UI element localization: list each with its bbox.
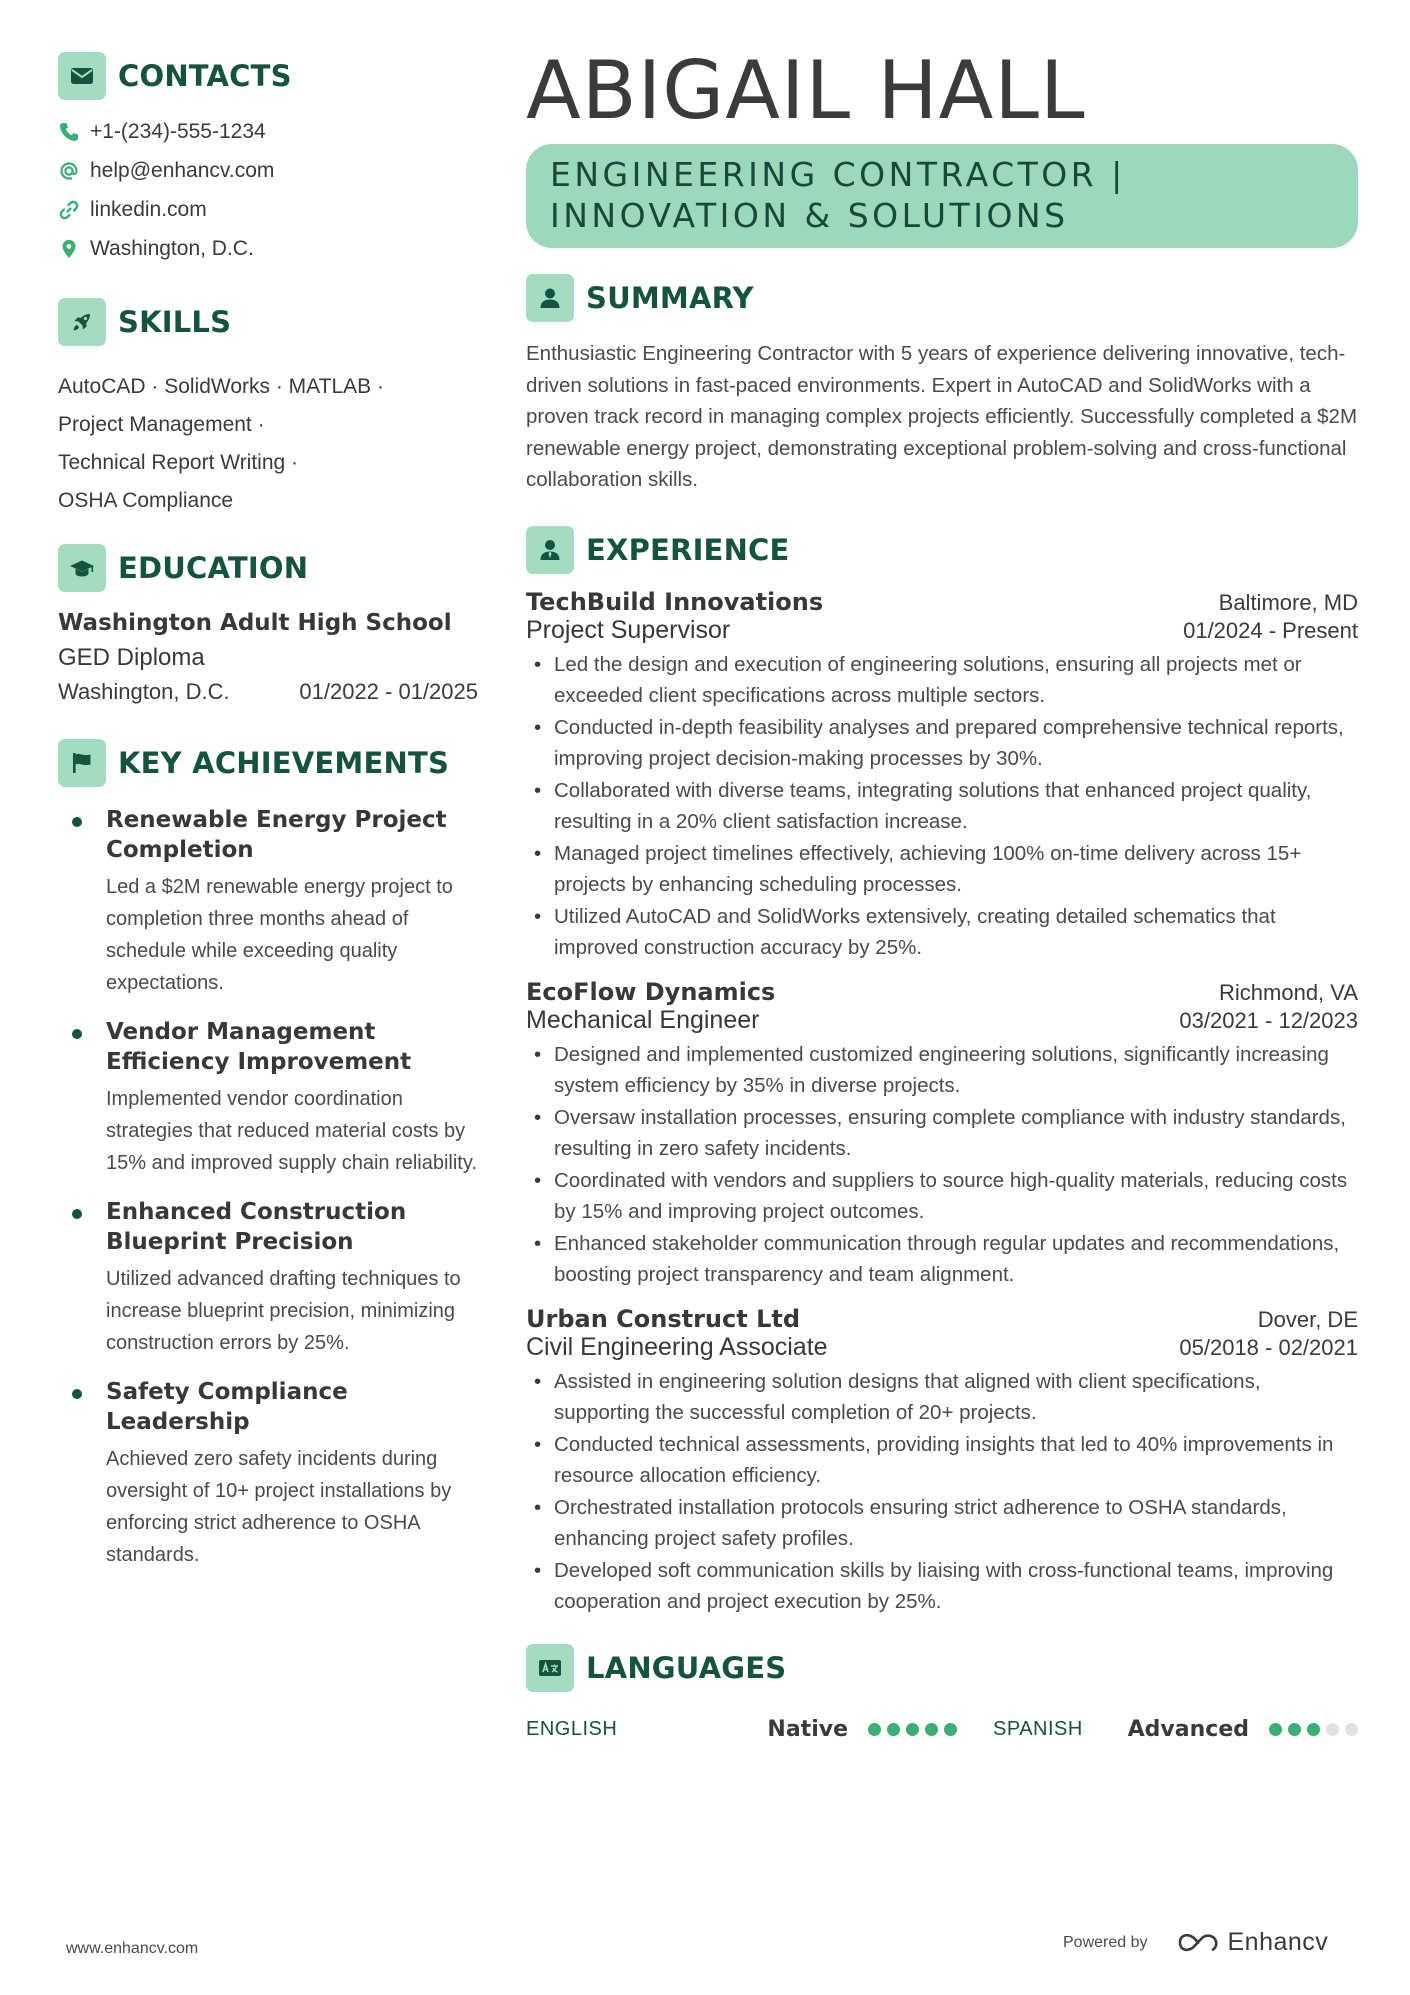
summary-header <box>526 274 1358 322</box>
skills-list <box>58 368 478 520</box>
job-company: EcoFlow Dynamics <box>526 977 776 1006</box>
rating-dots <box>862 1723 957 1736</box>
contacts-title: CONTACTS <box>118 59 292 93</box>
job-bullet: • Collaborated with diverse teams, integrating solutions that enhanced project quality, resulting in a 20% client satisfaction increase. <box>526 775 1358 838</box>
achievement-desc: Led a $2M renewable energy project to completion three months ahead of schedule while exceeding quality expectations. <box>106 876 453 994</box>
contact-email[interactable] <box>58 151 478 190</box>
rating-dot-filled <box>944 1723 957 1736</box>
location-pin-icon <box>58 238 80 260</box>
rating-dot-filled <box>887 1723 900 1736</box>
education-school: Washington Adult High School <box>58 610 452 636</box>
envelope-icon <box>58 52 106 100</box>
skills-title: SKILLS <box>118 305 232 339</box>
contact-location <box>58 229 478 268</box>
job-bullet: • Conducted technical assessments, providing insights that led to 40% improvements in resource allocation efficiency. <box>526 1429 1358 1492</box>
achievements-title: KEY ACHIEVEMENTS <box>118 746 450 780</box>
job-bullet: • Assisted in engineering solution designs that aligned with client specifications, supporting the successful completion of 20+ projects. <box>526 1366 1358 1429</box>
footer-website[interactable]: www.enhancv.com <box>66 1940 199 1957</box>
contacts-header <box>58 52 478 100</box>
experience-header <box>526 526 1358 574</box>
link-icon <box>58 199 80 221</box>
contacts-list <box>58 112 478 268</box>
contact-location-text: Washington, D.C. <box>90 236 254 260</box>
rating-dot-filled <box>1269 1723 1282 1736</box>
job-dates: 03/2021 - 12/2023 <box>1179 1007 1358 1033</box>
job-bullet: • Coordinated with vendors and suppliers to source high-quality materials, reducing costs by 15% and improving project outcomes. <box>526 1165 1358 1228</box>
job-company: TechBuild Innovations <box>526 587 824 616</box>
skills-header <box>58 298 478 346</box>
rating-dot-filled <box>906 1723 919 1736</box>
summary-title: SUMMARY <box>586 281 754 315</box>
enhancv-logo-icon <box>1174 1930 1222 1956</box>
job-bullet: • Orchestrated installation protocols ensuring strict adherence to OSHA standards, enhancing project safety profiles. <box>526 1492 1358 1555</box>
job-dates: 05/2018 - 02/2021 <box>1179 1334 1358 1360</box>
achievement-title: Vendor Management Efficiency Improvement <box>106 1019 412 1075</box>
main-column <box>526 46 1358 1746</box>
achievement-item <box>58 805 478 999</box>
language-name: ENGLISH <box>526 1718 618 1740</box>
job-role: Project Supervisor <box>526 615 731 644</box>
job-bullet: • Designed and implemented customized engineering solutions, significantly increasing system efficiency by 35% in diverse projects. <box>526 1039 1358 1102</box>
job-bullet: • Oversaw installation processes, ensuring complete compliance with industry standards, resulting in zero safety incidents. <box>526 1102 1358 1165</box>
footer-branding <box>1063 1928 1328 1957</box>
job-role-row <box>526 1333 1358 1362</box>
education-header <box>58 544 478 592</box>
contact-email-text: help@enhancv.com <box>90 158 275 182</box>
job-entry <box>526 588 1358 964</box>
job-bullets <box>526 1366 1358 1618</box>
language-name: SPANISH <box>993 1718 1083 1740</box>
job-entry <box>526 978 1358 1291</box>
phone-icon <box>58 121 80 143</box>
achievement-title: Enhanced Construction Blueprint Precision <box>106 1199 407 1255</box>
rating-dots <box>1263 1723 1358 1736</box>
job-company: Urban Construct Ltd <box>526 1304 801 1333</box>
language-item <box>526 1718 746 1741</box>
language-proficiency <box>746 1717 957 1742</box>
achievement-desc: Achieved zero safety incidents during oversight of 10+ project installations by enforcing strict adherence to OSHA standards. <box>106 1448 452 1566</box>
achievement-title: Renewable Energy Project Completion <box>106 807 447 863</box>
education-title: EDUCATION <box>118 551 309 585</box>
job-entry <box>526 1305 1358 1618</box>
contact-linkedin[interactable] <box>58 190 478 229</box>
language-level: Advanced <box>1127 1717 1249 1742</box>
skills-line: Technical Report Writing · <box>58 451 299 474</box>
at-icon <box>58 160 80 182</box>
education-degree: GED Diploma <box>58 644 205 671</box>
job-title-line: ENGINEERING CONTRACTOR | <box>550 155 1126 194</box>
flag-icon <box>58 739 106 787</box>
skills-line: AutoCAD · SolidWorks · MATLAB · <box>58 375 384 398</box>
education-meta <box>58 679 478 705</box>
job-title-line: INNOVATION & SOLUTIONS <box>550 196 1069 235</box>
job-location: Baltimore, MD <box>1218 589 1358 615</box>
job-location: Dover, DE <box>1257 1306 1358 1332</box>
sidebar <box>58 52 478 1571</box>
candidate-name: ABIGAIL HALL <box>526 44 1086 137</box>
achievement-item <box>58 1197 478 1359</box>
job-bullet: • Conducted in-depth feasibility analyses and prepared comprehensive technical reports, improving project decision-making processes by 30%. <box>526 712 1358 775</box>
skills-line: OSHA Compliance <box>58 489 234 512</box>
achievement-desc: Implemented vendor coordination strategies that reduced material costs by 15% and improved supply chain reliability. <box>106 1088 477 1174</box>
job-header-row <box>526 588 1358 616</box>
achievements-list <box>58 805 478 1571</box>
job-location: Richmond, VA <box>1219 979 1358 1005</box>
skills-line: Project Management · <box>58 413 265 436</box>
experience-title: EXPERIENCE <box>586 532 790 567</box>
achievement-desc: Utilized advanced drafting techniques to increase blueprint precision, minimizing construction errors by 25%. <box>106 1268 461 1354</box>
job-bullet: • Developed soft communication skills by liaising with cross-functional teams, improving cooperation and project execution by 25%. <box>526 1555 1358 1618</box>
education-dates: 01/2022 - 01/2025 <box>299 679 478 704</box>
rating-dot-filled <box>1307 1723 1320 1736</box>
brand-name: Enhancv <box>1227 1928 1329 1956</box>
language-level: Native <box>767 1717 848 1742</box>
rating-dot-filled <box>925 1723 938 1736</box>
job-title-banner <box>526 144 1358 248</box>
job-bullets <box>526 1039 1358 1291</box>
powered-by-label: Powered by <box>1063 1933 1148 1951</box>
job-dates: 01/2024 - Present <box>1183 617 1358 643</box>
job-role: Civil Engineering Associate <box>526 1332 828 1361</box>
rating-dot-empty <box>1326 1723 1339 1736</box>
achievement-item <box>58 1377 478 1571</box>
job-role: Mechanical Engineer <box>526 1005 760 1034</box>
rating-dot-filled <box>1288 1723 1301 1736</box>
contact-phone-text: +1-(234)-555-1234 <box>90 119 266 143</box>
job-header-row <box>526 1305 1358 1333</box>
language-proficiency <box>1127 1717 1358 1742</box>
rocket-icon <box>58 298 106 346</box>
education-location: Washington, D.C. <box>58 679 230 704</box>
contact-linkedin-text: linkedin.com <box>90 197 207 221</box>
user-icon <box>526 274 574 322</box>
user-tie-icon <box>526 526 574 574</box>
job-bullets <box>526 649 1358 964</box>
job-bullet: • Utilized AutoCAD and SolidWorks extensively, creating detailed schematics that improved construction accuracy by 25%. <box>526 901 1358 964</box>
languages-list <box>526 1714 1358 1746</box>
summary-text: Enthusiastic Engineering Contractor with 5 years of experience delivering innovative, tech-driven solutions in fast-paced environments. Expert in AutoCAD and SolidWorks with a proven track record in managing complex projects efficiently. Successfully completed a $2M renewable energy project, demonstrating exceptional problem-solving and cross-functional collaboration skills. <box>526 342 1358 491</box>
languages-header <box>526 1644 1358 1692</box>
languages-title: LANGUAGES <box>586 1650 787 1685</box>
job-bullet: • Led the design and execution of engineering solutions, ensuring all projects met or exceeded client specifications across multiple sectors. <box>526 649 1358 712</box>
language-icon <box>526 1644 574 1692</box>
achievement-title: Safety Compliance Leadership <box>106 1379 348 1435</box>
contact-phone[interactable] <box>58 112 478 151</box>
job-bullet: • Managed project timelines effectively, achieving 100% on-time delivery across 15+ projects by enhancing scheduling processes. <box>526 838 1358 901</box>
achievements-header <box>58 739 478 787</box>
achievement-item <box>58 1017 478 1179</box>
job-bullet: • Enhanced stakeholder communication through regular updates and recommendations, boosting project transparency and team alignment. <box>526 1228 1358 1291</box>
graduation-cap-icon <box>58 544 106 592</box>
job-role-row <box>526 616 1358 645</box>
rating-dot-filled <box>868 1723 881 1736</box>
job-role-row <box>526 1006 1358 1035</box>
rating-dot-empty <box>1345 1723 1358 1736</box>
job-header-row <box>526 978 1358 1006</box>
